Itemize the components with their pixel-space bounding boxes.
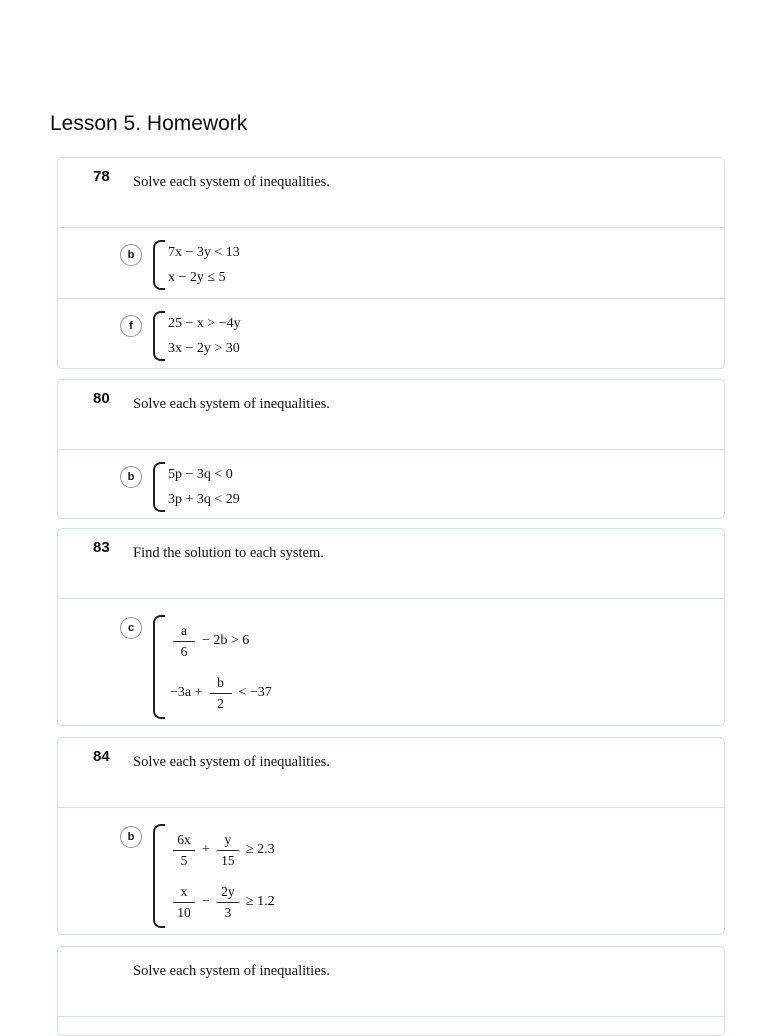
inequality-line: 3x − 2y > 30 [168,340,240,356]
problem-card-84 [57,737,725,935]
part-label-badge: c [120,617,142,639]
inequality-line: −3a + $\frac{b}{2}$ < −37 [170,674,272,711]
inequality-line: 25 − x > −4y [168,315,241,331]
problem-header [58,947,724,1017]
brace-icon [153,615,165,719]
part-label-badge: f [120,315,142,337]
inequality-line: 5p − 3q < 0 [168,466,233,482]
brace-icon [153,311,165,361]
part-label-badge: b [120,244,142,266]
part-label-badge: b [120,826,142,848]
problem-part-b [58,450,724,519]
problem-part-b [58,808,724,935]
inequality-system [153,311,241,361]
inequality-line: $\frac{6x}{5}$ + $\frac{y}{15}$ ≥ 2.3 [168,824,277,876]
fraction: $\frac{2y}{3}$ [217,884,239,921]
inequality-system [153,240,240,290]
problem-card-78 [57,157,725,369]
inequality-line: x − 2y ≤ 5 [168,269,226,285]
problem-number: 78 [93,168,110,185]
inequality-line: 7x − 3y < 13 [168,244,240,260]
problem-part-b [58,228,724,299]
brace-icon [153,824,165,928]
problem-prompt: Solve each system of inequalities. [133,396,330,412]
problem-card-partial [57,946,725,1036]
problem-header [58,738,724,808]
brace-icon [153,462,165,512]
fraction: $\frac{x}{10}$ [173,884,195,921]
brace-icon [153,240,165,290]
problem-part-c [58,599,724,726]
inequality-line: $\frac{a}{6}$ − 2b > 6 [168,615,274,667]
problem-card-80 [57,379,725,519]
problem-part-f [58,299,724,369]
fraction: $\frac{a}{6}$ [173,623,195,660]
inequality-line: $\frac{x}{10}$ − $\frac{2y}{3}$ ≥ 1.2 [168,876,277,928]
problem-header [58,380,724,450]
page-title: Lesson 5. Homework [50,112,248,135]
fraction: $\frac{6x}{5}$ [173,832,195,869]
problem-card-83 [57,528,725,726]
problem-header [58,529,724,599]
fraction: $\frac{b}{2}$ [210,675,232,712]
problem-number: 83 [93,539,110,556]
problem-number: 80 [93,390,110,407]
problem-prompt: Solve each system of inequalities. [133,174,330,190]
problem-number: 84 [93,748,110,765]
fraction: $\frac{y}{15}$ [217,832,239,869]
problem-prompt: Solve each system of inequalities. [133,963,330,979]
problem-prompt: Solve each system of inequalities. [133,754,330,770]
problem-header [58,158,724,228]
part-label-badge: b [120,466,142,488]
inequality-system [153,462,240,512]
inequality-system [153,615,274,719]
inequality-system [153,824,277,928]
problem-prompt: Find the solution to each system. [133,545,324,561]
inequality-line: 3p + 3q < 29 [168,491,240,507]
